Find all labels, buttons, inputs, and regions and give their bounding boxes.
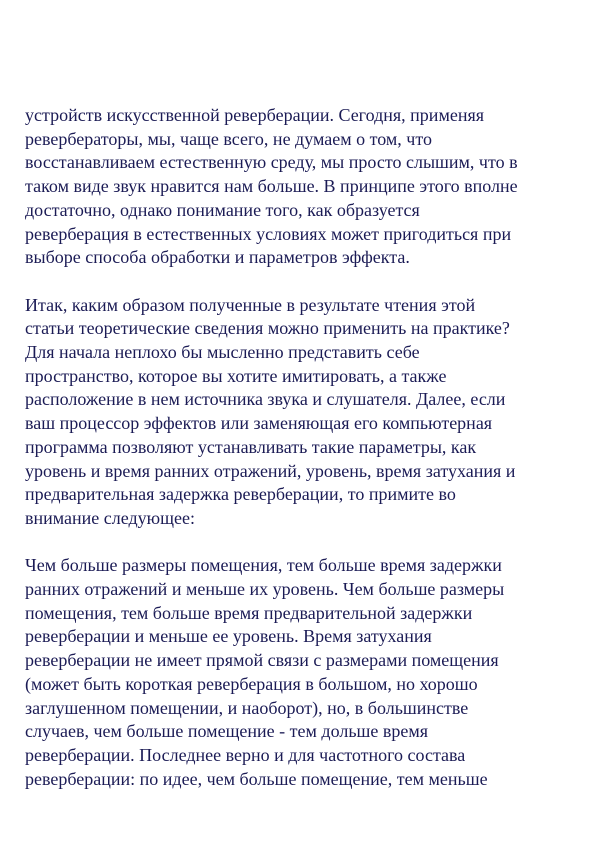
- text-line: случаев, чем больше помещение - тем дольше время: [25, 721, 429, 742]
- text-line: выборе способа обработки и параметров эффекта.: [25, 247, 410, 268]
- document-page: [25, 104, 587, 815]
- text-line: достаточно, однако понимание того, как образуется: [25, 199, 420, 220]
- text-line: уровень и время ранних отражений, уровень, время затухания и: [25, 460, 516, 481]
- text-line: таком виде звук нравится нам больше. В принципе этого вполне: [25, 176, 518, 197]
- text-line: Чем больше размеры помещения, тем больше время задержки: [25, 555, 502, 576]
- paragraph-1: [25, 104, 587, 270]
- text-line: ранних отражений и меньше их уровень. Чем больше размеры: [25, 579, 505, 600]
- text-line: (может быть короткая реверберация в большом, но хорошо: [25, 673, 478, 694]
- text-line: заглушенном помещении, и наоборот), но, в большинстве: [25, 697, 469, 718]
- text-line: восстанавливаем естественную среду, мы просто слышим, что в: [25, 152, 518, 173]
- text-line: предварительная задержка реверберации, то примите во: [25, 484, 456, 505]
- text-line: Итак, каким образом полученные в результате чтения этой: [25, 294, 476, 315]
- text-line: реверберации не имеет прямой связи с размерами помещения: [25, 650, 499, 671]
- text-line: устройств искусственной реверберации. Сегодня, применяя: [25, 105, 485, 125]
- text-line: реверберации и меньше ее уровень. Время затухания: [25, 626, 432, 647]
- text-line: помещения, тем больше время предварительной задержки: [25, 602, 473, 623]
- text-line: расположение в нем источника звука и слушателя. Далее, если: [25, 389, 506, 410]
- text-line: внимание следующее:: [25, 507, 195, 528]
- text-line: реверберации: по идее, чем больше помещение, тем меньше: [25, 768, 488, 789]
- paragraph-2: [25, 294, 587, 531]
- text-line: реверберация в естественных условиях может пригодиться при: [25, 223, 512, 244]
- paragraph-3: [25, 554, 587, 791]
- text-line: программа позволяют устанавливать такие параметры, как: [25, 436, 477, 457]
- text-line: Для начала неплохо бы мысленно представить себе: [25, 342, 420, 363]
- text-line: ваш процессор эффектов или заменяющая его компьютерная: [25, 413, 493, 434]
- text-line: реверберации. Последнее верно и для частотного состава: [25, 744, 466, 765]
- text-line: статьи теоретические сведения можно применить на практике?: [25, 318, 510, 339]
- text-line: ревербераторы, мы, чаще всего, не думаем о том, что: [25, 128, 432, 149]
- text-line: пространство, которое вы хотите имитировать, а также: [25, 365, 447, 386]
